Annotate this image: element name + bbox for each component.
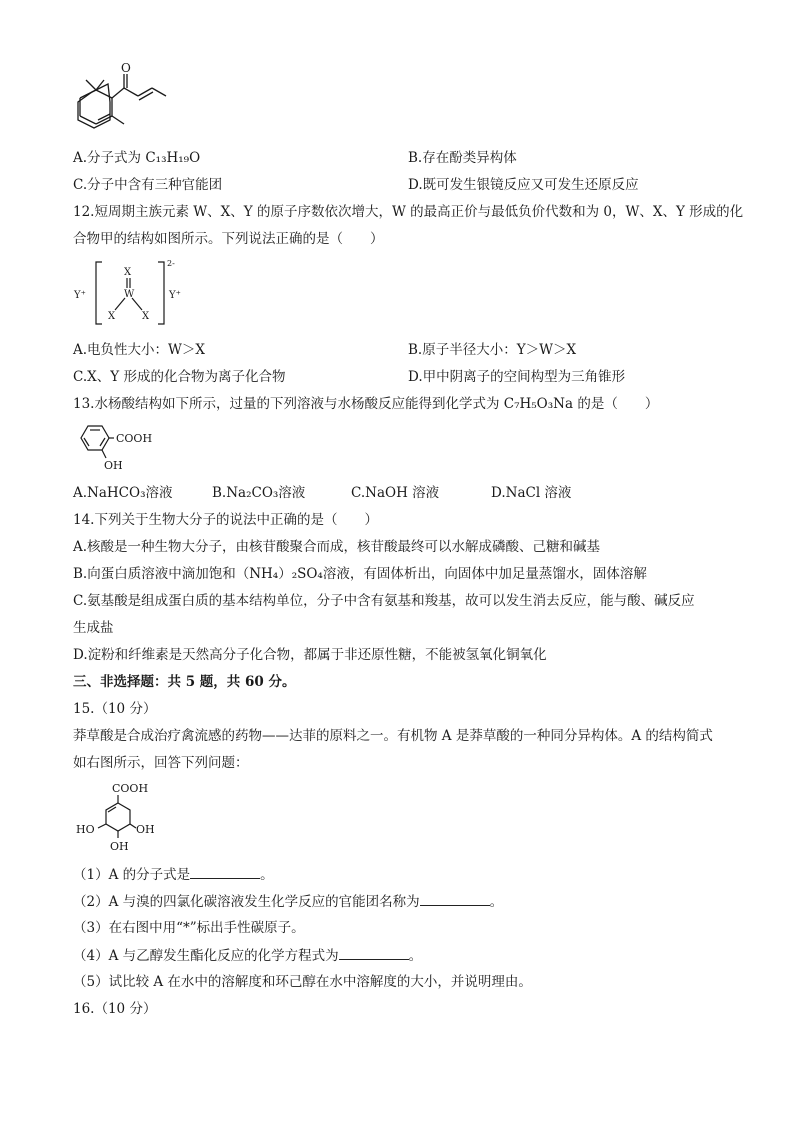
q14-option-b: B.向蛋白质溶液中滴加饱和（NH₄）₂SO₄溶液，有固体析出，向固体中加足量蒸馏水，固体溶解 [73,566,647,582]
q14-stem: 14.下列关于生物大分子的说法中正确的是（ ） [73,512,378,528]
q15-structure-diagram [72,780,182,856]
q15-intro-line1: 莽草酸是合成治疗禽流感的药物——达菲的原料之一。有机物 A 是莽草酸的一种同分异构体。A 的结构简式 [73,728,713,744]
q15-sub1-answer-blank[interactable] [190,865,260,879]
q15-intro-line2: 如右图所示，回答下列问题： [73,755,249,771]
q13-option-c: C.NaOH 溶液 [351,485,440,501]
q14-option-c-line1: C.氨基酸是组成蛋白质的基本结构单位，分子中含有氨基和羧基，故可以发生消去反应，能与酸、碱反应 [73,593,695,609]
q13-oh-label: OH [104,459,123,472]
q15-sub4-text: （4）A 与乙醇发生酯化反应的化学方程式为 [73,948,339,964]
q12-w-label: W [124,289,135,300]
q15-sub3: （3）在右图中用“*”标出手性碳原子。 [73,920,305,936]
q15-sub1 [73,865,274,884]
q11-option-c: C.分子中含有三种官能团 [73,177,223,193]
q15-oh-bottom-label: OH [110,840,129,853]
q15-sub2 [73,892,503,911]
q15-sub5: （5）试比较 A 在水中的溶解度和环己醇在水中溶解度的大小，并说明理由。 [73,974,532,990]
q11-structure-diagram [70,62,190,142]
q15-cooh-label: COOH [112,782,149,795]
q12-x-right-label: X [142,311,150,322]
q12-y-right-label: Y⁺ [169,290,181,301]
q13-salicylic-acid-structure [70,420,180,474]
q13-stem: 13.水杨酸结构如下所示，过量的下列溶液与水杨酸反应能得到化学式为 C₇H₅O₃Na 的是（ ） [73,396,659,412]
q12-option-d: D.甲中阴离子的空间构型为三角锥形 [408,369,626,385]
q15-sub2-text: （2）A 与溴的四氯化碳溶液发生化学反应的官能团名称为 [73,894,420,910]
q11-option-a: A.分子式为 C₁₃H₁₉O [73,150,201,166]
q15-sub4 [73,946,422,965]
q15-oh-right-label: OH [136,823,155,836]
q13-option-d: D.NaCl 溶液 [491,485,572,501]
q15-sub4-answer-blank[interactable] [339,946,409,960]
q12-stem-line1: 12.短周期主族元素 W、X、Y 的原子序数依次增大，W 的最高正价与最低负价代数和为 0，W、X、Y 形成的化 [73,204,744,220]
q15-ho-label: HO [76,823,95,836]
q15-sub1-end: 。 [260,867,274,883]
q14-option-d: D.淀粉和纤维素是天然高分子化合物，都属于非还原性糖，不能被氢氧化铜氧化 [73,647,547,663]
q12-stem-line2: 合物甲的结构如图所示。下列说法正确的是（ ） [73,231,384,247]
q12-option-c: C.X、Y 形成的化合物为离子化合物 [73,369,286,385]
q15-number: 15.（10 分） [73,701,157,717]
section3-heading: 三、非选择题：共 5 题，共 60 分。 [73,674,296,690]
q15-sub2-answer-blank[interactable] [420,892,490,906]
q15-sub4-end: 。 [408,948,423,964]
q14-option-c-line2: 生成盐 [73,620,114,636]
q11-oxygen-label: O [121,62,131,75]
q11-option-b: B.存在酚类异构体 [408,150,517,166]
q12-y-left-label: Y⁺ [74,290,86,301]
q15-sub1-text: （1）A 的分子式是 [73,867,191,883]
q13-option-a: A.NaHCO₃溶液 [73,485,173,501]
q13-option-b: B.Na₂CO₃溶液 [212,485,306,501]
q12-x-top-label: X [124,267,132,278]
q15-sub2-end: 。 [489,894,504,910]
q16-number: 16.（10 分） [73,1001,157,1017]
q12-option-b: B.原子半径大小：Y＞W＞X [408,342,577,358]
q11-option-d: D.既可发生银镜反应又可发生还原反应 [408,177,639,193]
q12-charge-label: 2- [167,259,175,268]
q14-option-a: A.核酸是一种生物大分子，由核苷酸聚合而成，核苷酸最终可以水解成磷酸、己糖和碱基 [73,539,601,555]
q13-cooh-label: COOH [116,432,153,445]
q12-x-left-label: X [108,311,116,322]
q12-option-a: A.电负性大小：W＞X [73,342,206,358]
q12-structure-diagram [70,256,200,330]
